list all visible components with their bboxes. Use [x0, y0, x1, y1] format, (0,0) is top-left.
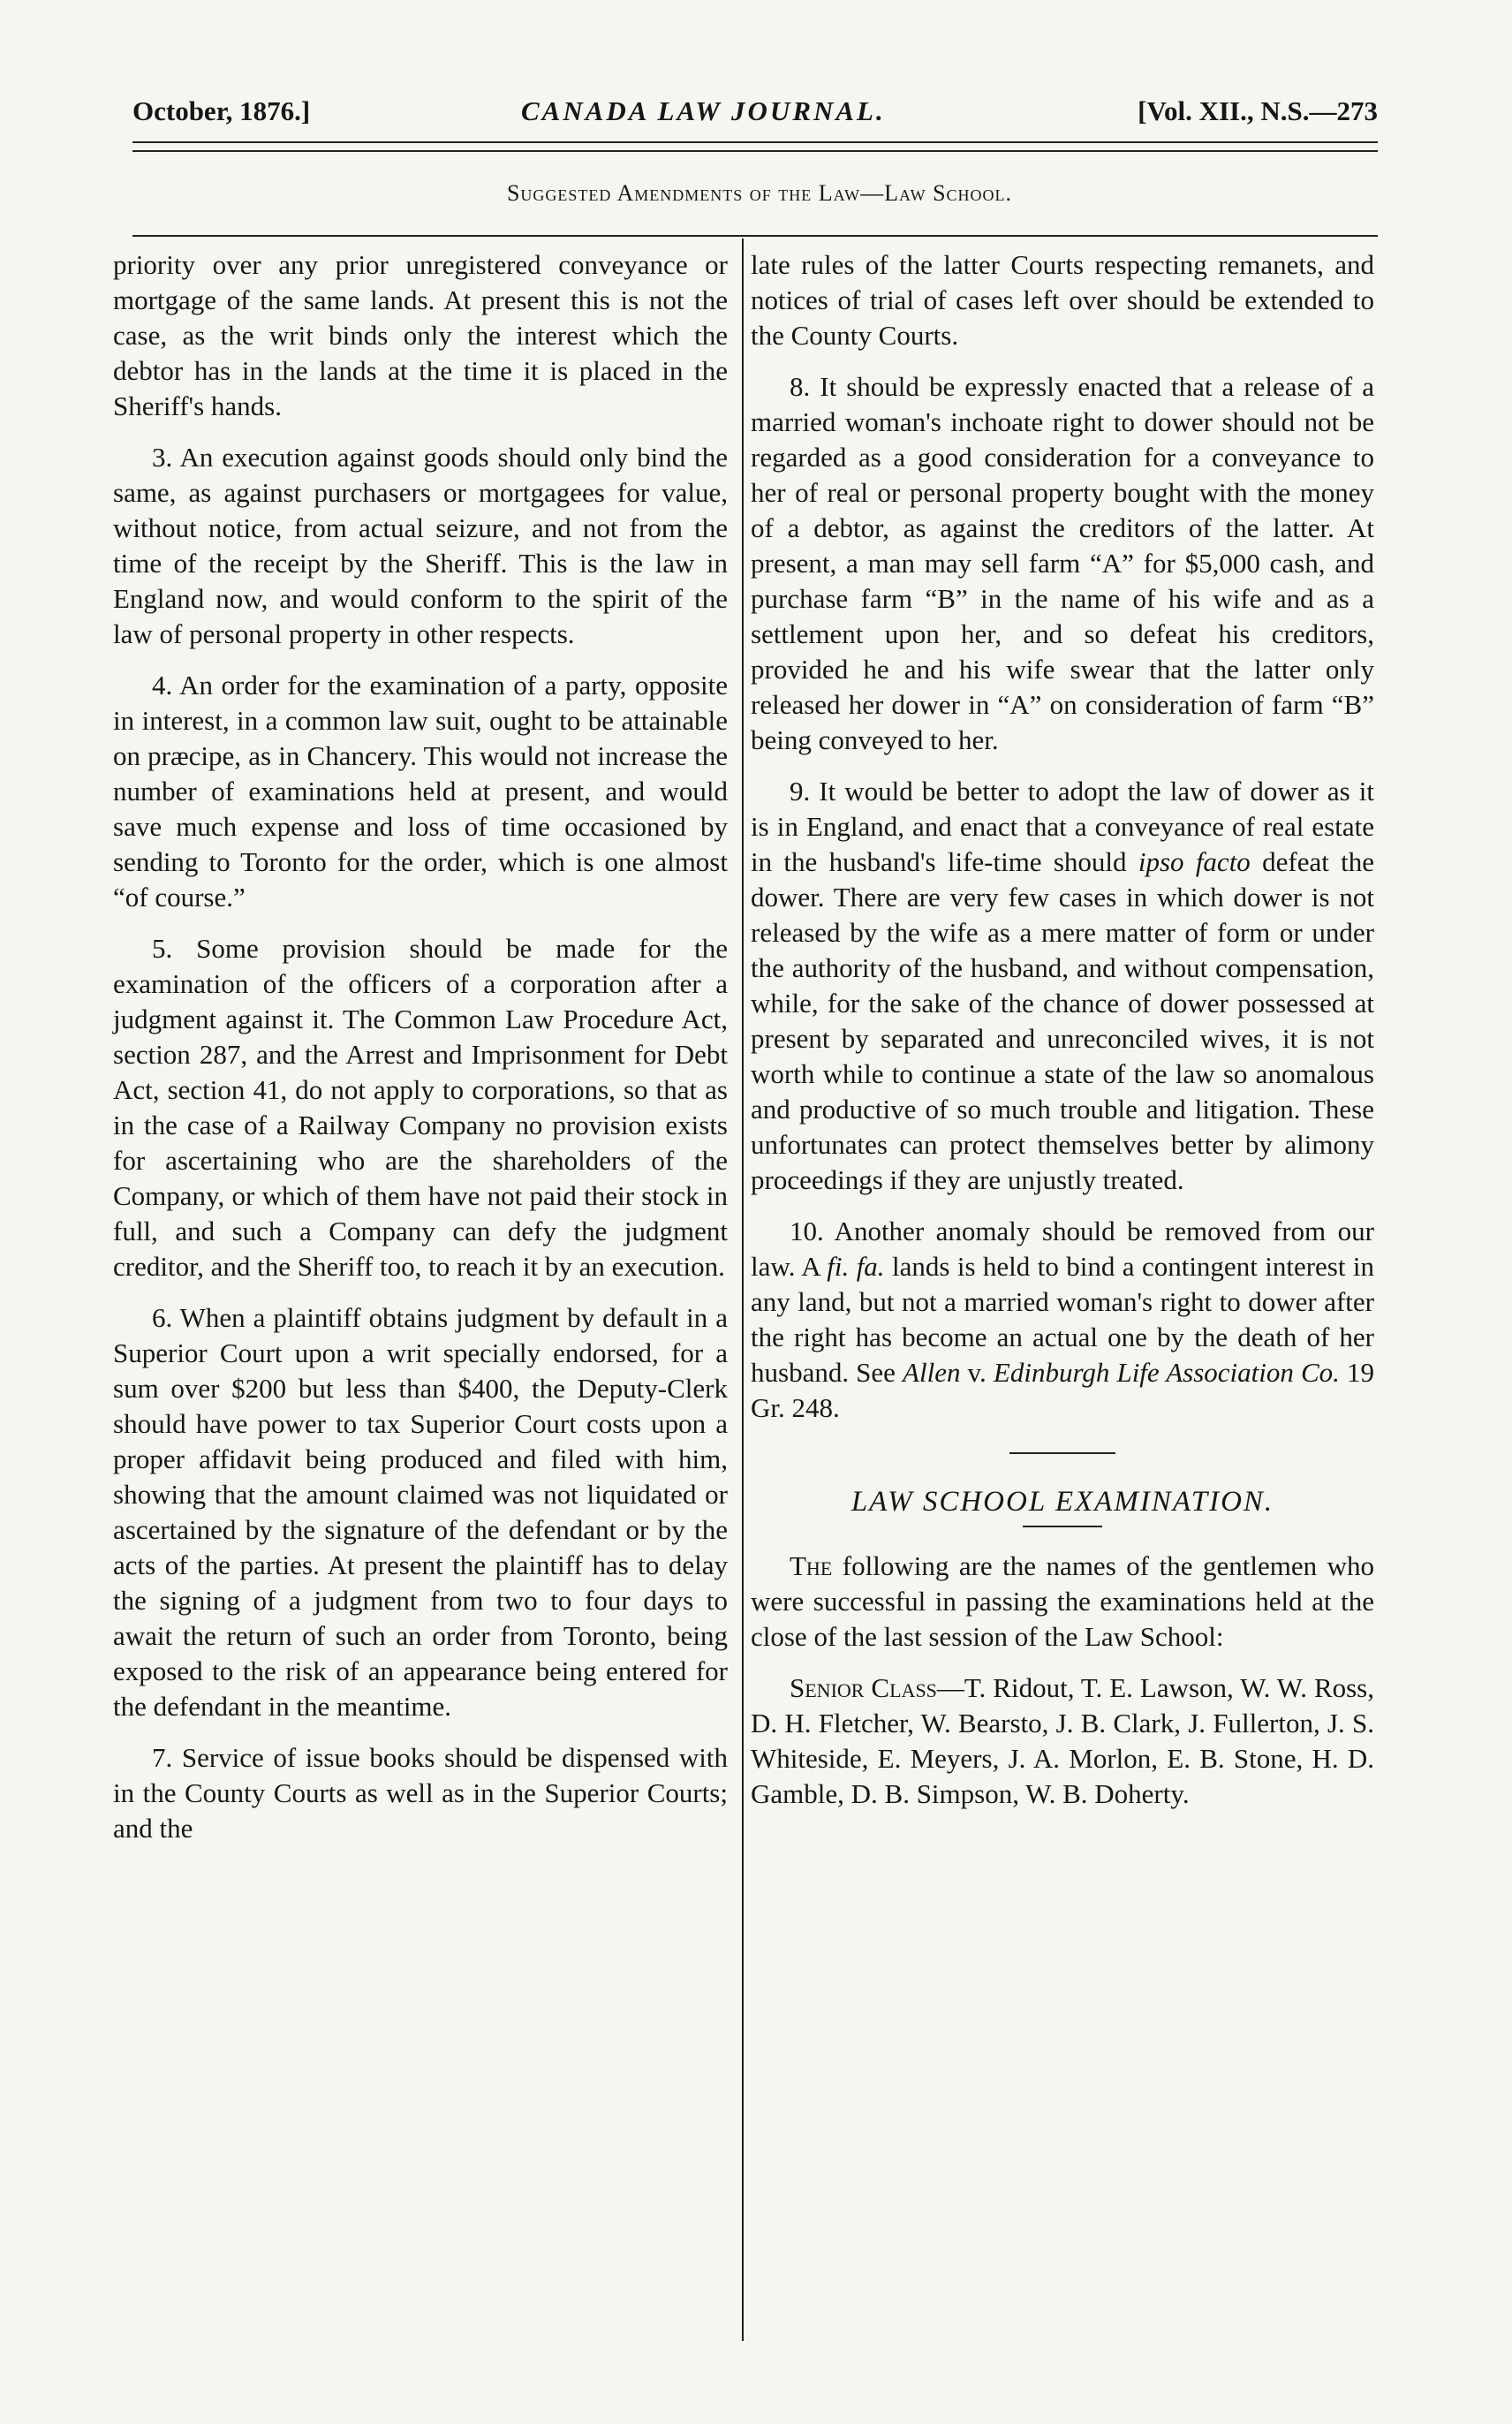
paragraph-6: 6. When a plaintiff obtains judgment by default in a Superior Court upon a writ specially endorsed, for a sum over $200 but less than $400, the Deputy-Clerk should have power to tax Superior Court costs upon a proper affidavit being produced and filed with him, showing that the amount claimed was not liquidated or ascertained by the signature of the defendant or by the acts of the parties. At present the plaintiff has to delay the signing of a judgment from two to four days to await the return of such an order from Toronto, being exposed to the risk of an appearance being entered for the defendant in the meantime.: [113, 1302, 728, 1722]
subheading-rule: [132, 235, 1378, 237]
intro-lead-word: The: [790, 1550, 833, 1581]
case-versus: v.: [960, 1357, 994, 1388]
paragraph-9-text-end: defeat the dower. There are very few cases in which dower is not released by the wife as a mere matter of form or under the authority of the husband, and without compensation, while, for the sake of the chance of dower possessed at present by separated and unreconciled wives, it is not worth while to continue a state of the law so anomalous and productive of so much trouble and litigation. These unfortunates can protect themselves better by alimony proceedings if they are unjustly treated.: [751, 846, 1374, 1195]
title-underline: [1023, 1526, 1102, 1527]
paragraph-9: [751, 774, 1374, 1198]
section-title: LAW SCHOOL EXAMINATION.: [850, 1486, 1274, 1518]
issue-date: October, 1876.]: [132, 95, 311, 126]
paragraph-10-text-mid: lands is held to bind a contingent interest in any land, but not a married woman's right to dower after the right has become an actual one by the death of her husband. See: [751, 1251, 1374, 1388]
paragraph-4: 4. An order for the examination of a party, opposite in interest, in a common law suit, ought to be attainable on præcipe, as in Chancery. This would not increase the number of examinations held at present, and would save much expense and loss of time occasioned by sending to Toronto for the order, which is one almost “of course.”: [113, 670, 728, 913]
latin-phrase: ipso facto: [1138, 846, 1251, 877]
paragraph-continuation: priority over any prior unregistered conveyance or mortgage of the same lands. At present this is not the case, as the writ binds only the interest which the debtor has in the lands at the time it is placed in the Sheriff's hands.: [113, 249, 728, 421]
senior-class-list: [751, 1670, 1374, 1812]
journal-title: CANADA LAW JOURNAL.: [521, 95, 886, 126]
paragraph-7: 7. Service of issue books should be dispensed with in the County Courts as well as in the Superior Courts; and the: [113, 1742, 728, 1844]
paragraph-10: [751, 1214, 1374, 1426]
student-names: —T. Ridout, T. E. Lawson, W. W. Ross, D. H. Fletcher, W. Bearsto, J. B. Clark, J. Fullerton, J. S. Whiteside, E. Meyers, J. A. Morlon, E. B. Stone, H. D. Gamble, D. B. Simpson, W. B. Doherty.: [751, 1672, 1374, 1809]
paragraph-5: 5. Some provision should be made for the examination of the officers of a corporation after a judgment against it. The Common Law Procedure Act, section 287, and the Arrest and Imprisonment for Debt Act, section 41, do not apply to corporations, so that as in the case of a Railway Company no provision exists for ascertaining who are the shareholders of the Company, or which of them have not paid their stock in full, and such a Company can defy the judgment creditor, and the Sheriff too, to reach it by an execution.: [113, 933, 728, 1282]
case-party-2: Edinburgh Life Association Co.: [993, 1357, 1340, 1388]
paragraph-7-continued: late rules of the latter Courts respecting remanets, and notices of trial of cases left over should be extended to the County Courts.: [751, 249, 1374, 351]
paragraph-3: 3. An execution against goods should only bind the same, as against purchasers or mortgagees for value, without notice, from actual seizure, and not from the time of the receipt by the Sheriff. This is the law in England now, and would conform to the spirit of the law of personal property in other respects.: [113, 442, 728, 649]
header-rule-bottom: [132, 150, 1378, 152]
column-divider: [742, 239, 744, 2341]
left-column: [113, 247, 728, 1862]
writ-name: fi. fa.: [827, 1251, 885, 1282]
class-label: Senior Class: [790, 1672, 937, 1703]
right-column: [751, 247, 1374, 1828]
paragraph-9-text: 9. It would be better to adopt the law of dower as it is in England, and enact that a conveyance of real estate in the husband's life-time should: [751, 776, 1374, 877]
case-party: Allen: [903, 1357, 961, 1388]
section-divider: [1009, 1452, 1115, 1454]
case-citation: 19 Gr. 248.: [751, 1357, 1375, 1423]
running-header: [132, 95, 1378, 140]
paragraph-10-text: 10. Another anomaly should be removed from our law. A: [751, 1216, 1374, 1282]
section-subheading: Suggested Amendments of the Law—Law School.: [506, 180, 1013, 206]
paragraph-8: 8. It should be expressly enacted that a release of a married woman's inchoate right to dower should not be regarded as a good consideration for a conveyance to her of real or personal property bought with the money of a debtor, as against the creditors of the latter. At present, a man may sell farm “A” for $5,000 cash, and purchase farm “B” in the name of his wife and as a settlement upon her, and so defeat his creditors, provided he and his wife swear that the latter only released her dower in “A” on consideration of farm “B” being conveyed to her.: [751, 371, 1374, 755]
volume-page-number: [Vol. XII., N.S.—273: [1138, 95, 1378, 126]
header-rule-top: [132, 141, 1378, 143]
exam-intro: [751, 1549, 1374, 1655]
intro-text: following are the names of the gentlemen who were successful in passing the examinations held at the close of the last session of the Law School:: [751, 1550, 1374, 1652]
